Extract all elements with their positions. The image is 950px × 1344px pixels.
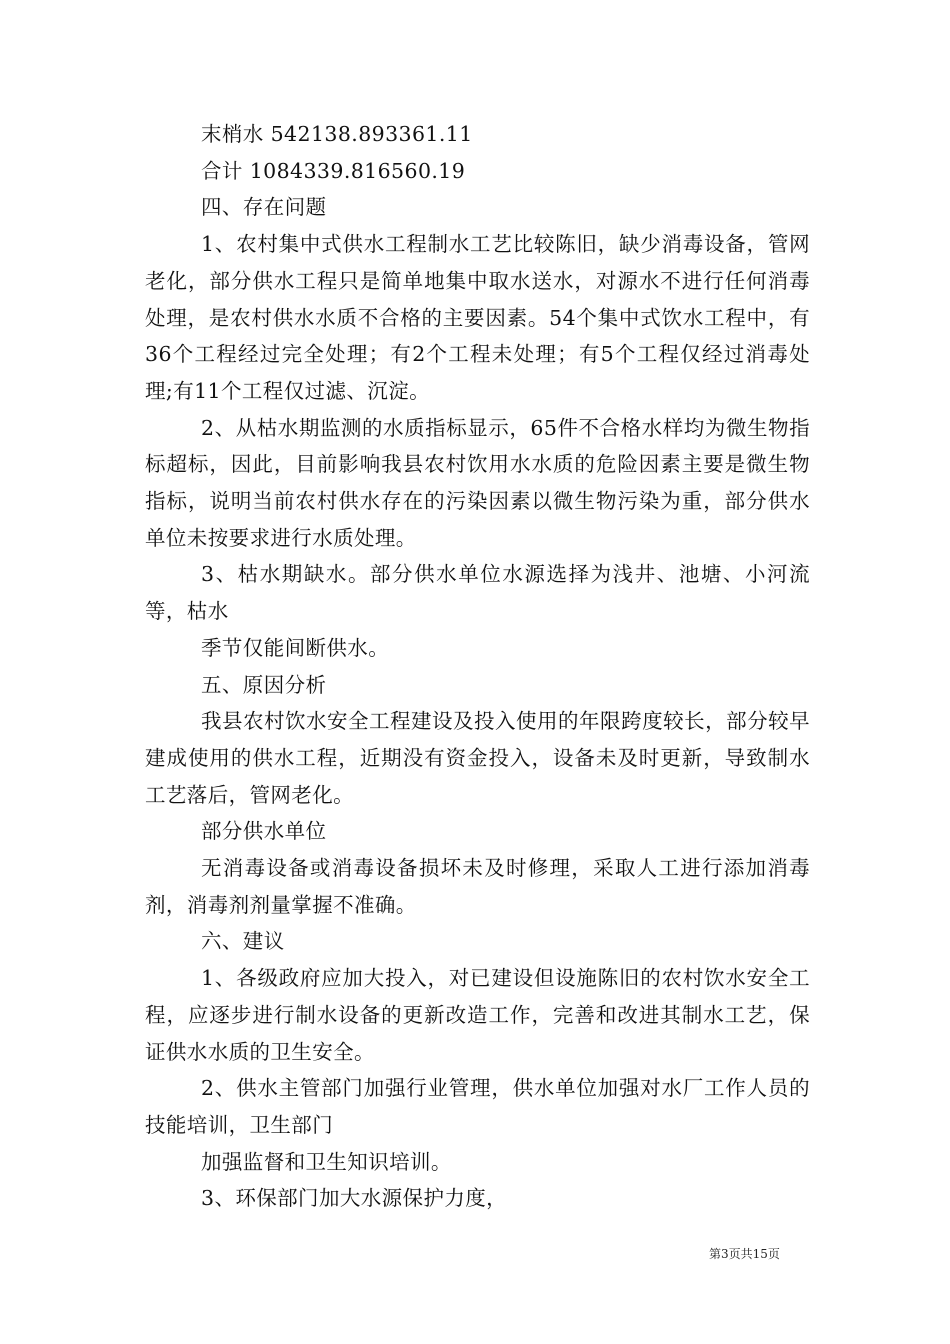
paragraph-suggestion-1: 1、各级政府应加大投入，对已建设但设施陈旧的农村饮水安全工程，应逐步进行制水设备的更新改造工作，完善和改进其制水工艺，保证供水水质的卫生安全。	[145, 966, 810, 1064]
section-heading-analysis: 五、原因分析	[201, 672, 327, 697]
paragraph-suggestion-2-cont: 加强监督和卫生知识培训。	[201, 1149, 452, 1174]
paragraph-analysis-3: 无消毒设备或消毒设备损坏未及时修理，采取人工进行添加消毒剂，消毒剂剂量掌握不准确。	[145, 856, 810, 917]
paragraph-analysis-2: 部分供水单位	[201, 819, 327, 844]
paragraph-problem-3: 3、枯水期缺水。部分供水单位水源选择为浅井、池塘、小河流等，枯水	[145, 562, 810, 624]
paragraph-problem-2: 2、从枯水期监测的水质指标显示，65件不合格水样均为微生物指标超标，因此，目前影响我县农村饮用水水质的危险因素主要是微生物指标，说明当前农村供水存在的污染因素以微生物污染为重，部分供水单位未按要求进行水质处理。	[145, 415, 810, 550]
document-body	[145, 116, 810, 1217]
section-heading-suggestions: 六、建议	[201, 929, 285, 954]
paragraph-analysis-1: 我县农村饮水安全工程建设及投入使用的年限跨度较长，部分较早建成使用的供水工程，近期没有资金投入，设备未及时更新，导致制水工艺落后，管网老化。	[145, 709, 810, 807]
paragraph-problem-1: 1、农村集中式供水工程制水工艺比较陈旧，缺少消毒设备，管网老化，部分供水工程只是简单地集中取水送水，对源水不进行任何消毒处理，是农村供水水质不合格的主要因素。54个集中式饮水工程中，有36个工程经过完全处理；有2个工程未处理；有5个工程仅经过消毒处理;有11个工程仅过滤、沉淀。	[145, 232, 810, 403]
paragraph-suggestion-3: 3、环保部门加大水源保护力度，	[201, 1186, 508, 1211]
paragraph-suggestion-2: 2、供水主管部门加强行业管理，供水单位加强对水厂工作人员的技能培训，卫生部门	[145, 1076, 810, 1137]
page-number-footer: 第3页共15页	[709, 1247, 780, 1261]
paragraph-end-water: 末梢水 542138.893361.11	[201, 122, 473, 146]
paragraph-total: 合计 1084339.816560.19	[201, 158, 466, 183]
section-heading-problems: 四、存在问题	[201, 195, 327, 220]
paragraph-problem-3-cont: 季节仅能间断供水。	[201, 635, 390, 660]
